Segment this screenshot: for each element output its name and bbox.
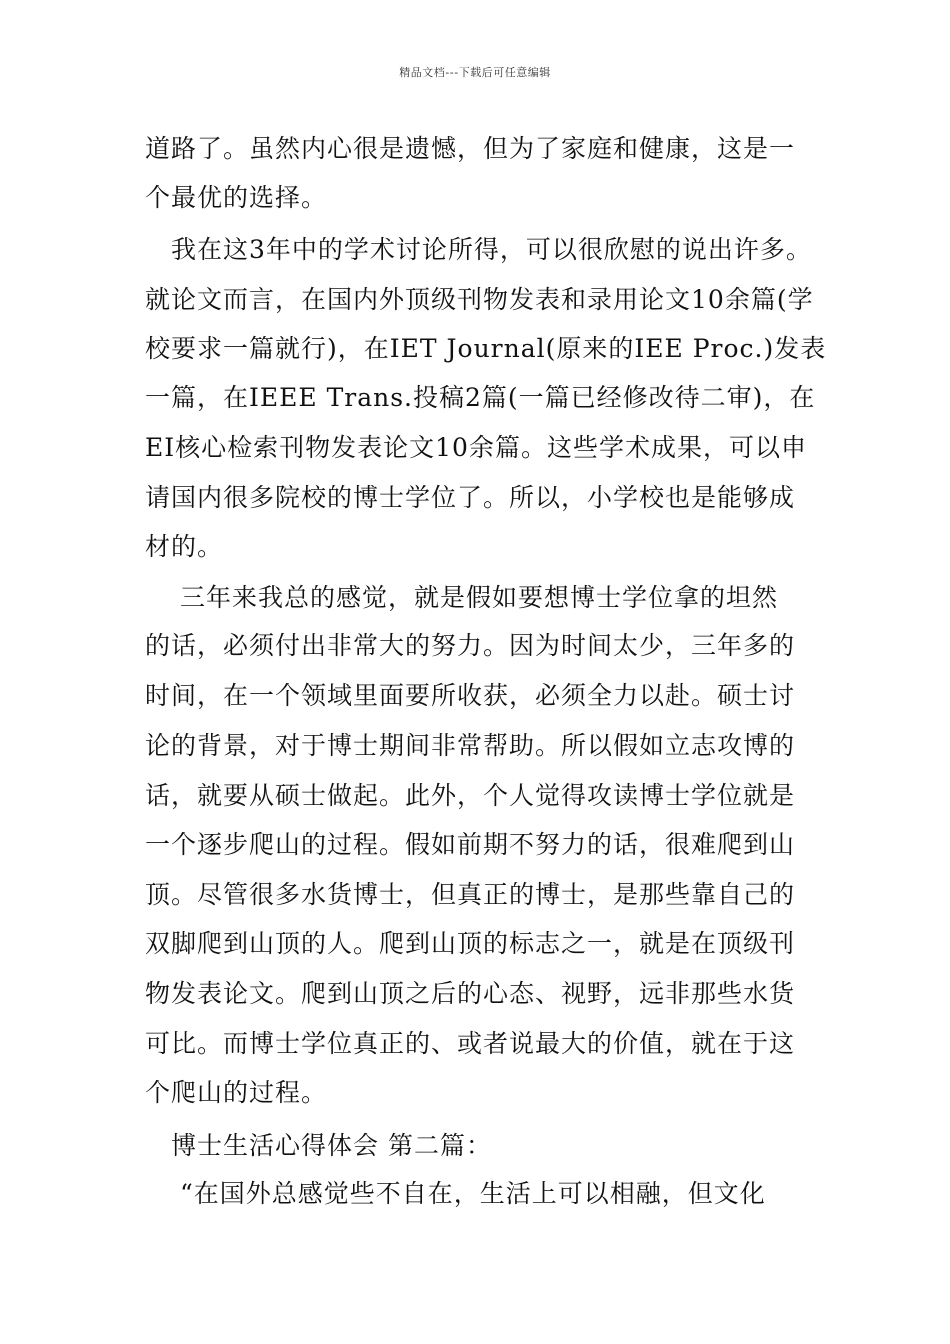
paragraph-line: “在国外总感觉些不自在，生活上可以相融，但文化 [145, 1179, 766, 1208]
paragraph-line: 双脚爬到山顶的人。爬到山顶的标志之一，就是在顶级刊 [145, 929, 796, 958]
paragraph-line: 我在这3年中的学术讨论所得，可以很欣慰的说出许多。 [145, 235, 812, 264]
paragraph-line: 校要求一篇就行)，在IET Journal(原来的IEE Proc.)发表 [145, 334, 827, 363]
page-header: 精品文档---下载后可任意编辑 [399, 66, 551, 79]
paragraph-line: 一个逐步爬山的过程。假如前期不努力的话，很难爬到山 [145, 830, 796, 859]
paragraph-line: 顶。尽管很多水货博士，但真正的博士，是那些靠自己的 [145, 880, 796, 909]
paragraph-line: 物发表论文。爬到山顶之后的心态、视野，远非那些水货 [145, 979, 796, 1008]
paragraph-line: 个最优的选择。 [145, 183, 328, 212]
paragraph-line: 可比。而博士学位真正的、或者说最大的价值，就在于这 [145, 1029, 796, 1058]
paragraph-line: 就论文而言，在国内外顶级刊物发表和录用论文10余篇(学 [145, 285, 814, 314]
paragraph-line: 个爬山的过程。 [145, 1078, 328, 1107]
paragraph-line: 一篇，在IEEE Trans.投稿2篇(一篇已经修改待二审)，在 [145, 383, 816, 412]
paragraph-line: 时间，在一个领域里面要所收获，必须全力以赴。硕士讨 [145, 681, 796, 710]
paragraph-line: 的话，必须付出非常大的努力。因为时间太少，三年多的 [145, 631, 796, 660]
paragraph-line: 材的。 [145, 532, 224, 561]
paragraph-line: 论的背景，对于博士期间非常帮助。所以假如立志攻博的 [145, 731, 796, 760]
paragraph-line: 请国内很多院校的博士学位了。所以，小学校也是能够成 [145, 483, 796, 512]
paragraph-line: 道路了。虽然内心很是遗憾，但为了家庭和健康，这是一 [145, 134, 796, 163]
paragraph-line: 三年来我总的感觉，就是假如要想博士学位拿的坦然 [145, 583, 778, 612]
section-heading: 博士生活心得体会 第二篇： [145, 1131, 492, 1160]
paragraph-line: EI核心检索刊物发表论文10余篇。这些学术成果，可以申 [145, 433, 807, 462]
paragraph-line: 话，就要从硕士做起。此外，个人觉得攻读博士学位就是 [145, 781, 796, 810]
